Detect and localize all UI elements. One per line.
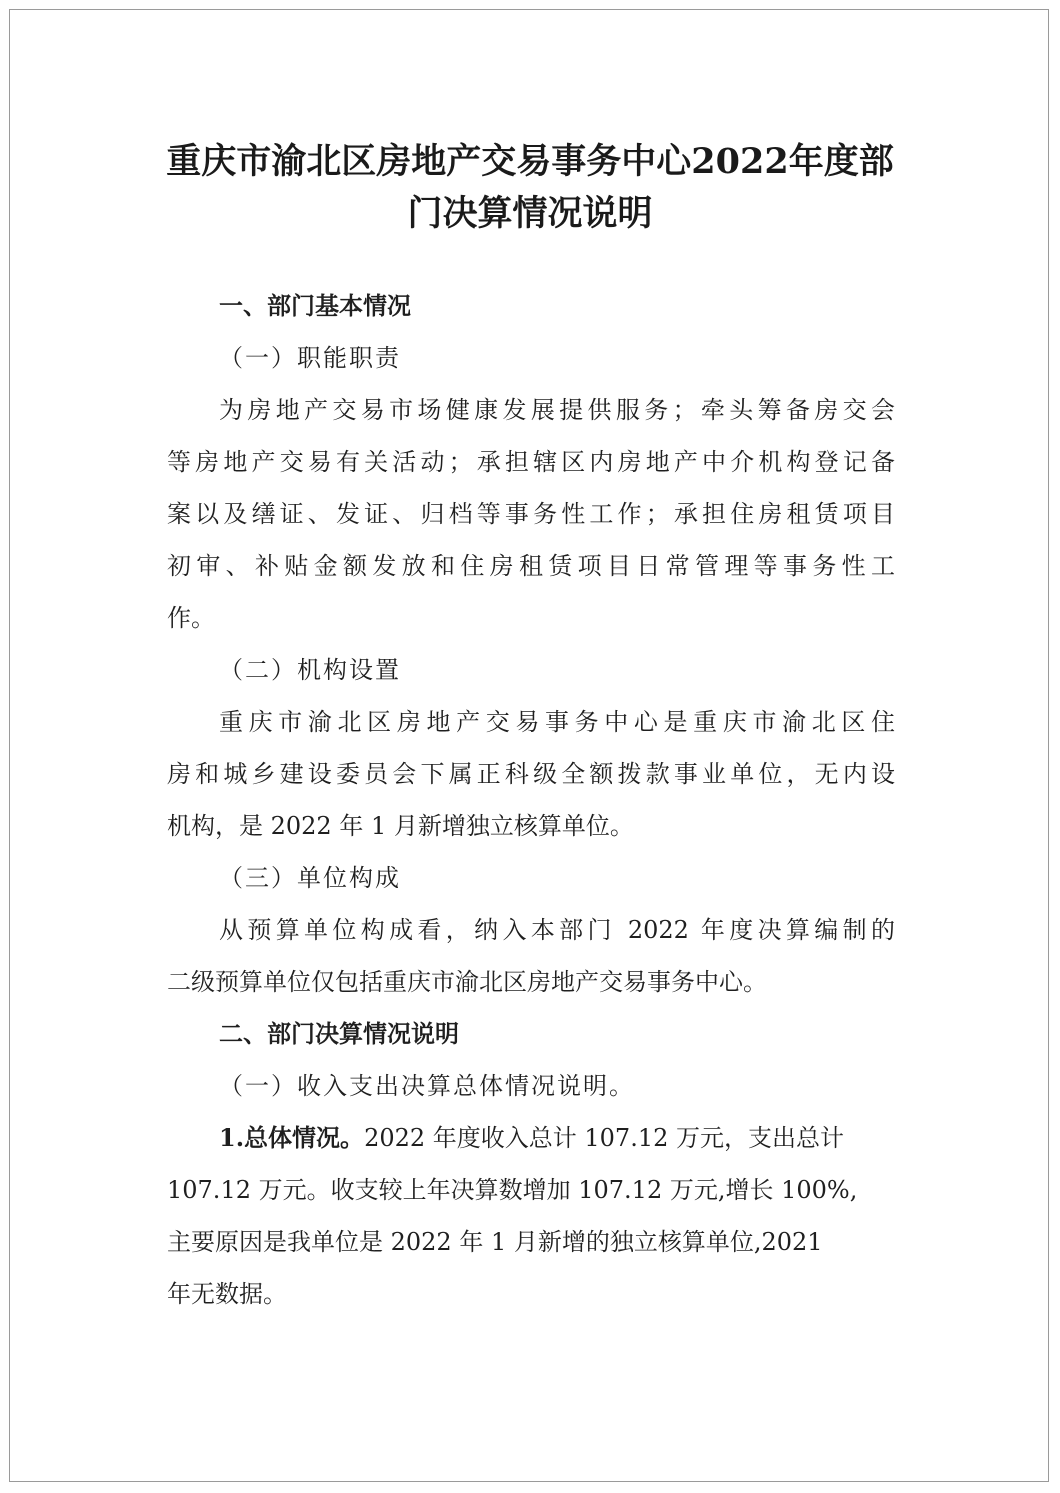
overall-situation-label: 1.总体情况。 [219, 1123, 365, 1152]
paragraph-line: 年无数据。 [167, 1280, 287, 1308]
section-heading-basic-info: 一、部门基本情况 [219, 292, 411, 320]
paragraph-line: 机构，是 2022 年 1 月新增独立核算单位。 [167, 812, 634, 840]
subheading-unit-composition: （三）单位构成 [219, 864, 401, 892]
subheading-organization: （二）机构设置 [219, 656, 401, 684]
paragraph-line: 房和城乡建设委员会下属正科级全额拨款事业单位，无内设 [167, 760, 895, 788]
overall-situation-text: 2022 年度收入总计 107.12 万元，支出总计 [364, 1124, 845, 1152]
paragraph-line: 107.12 万元。收支较上年决算数增加 107.12 万元,增长 100%, [167, 1176, 858, 1204]
paragraph-line [167, 1112, 895, 1164]
paragraph-line: 从预算单位构成看，纳入本部门 2022 年度决算编制的 [219, 916, 895, 944]
section-heading-final-accounts: 二、部门决算情况说明 [219, 1020, 459, 1048]
title-line-2: 门决算情况说明 [407, 193, 653, 234]
paragraph-line: 主要原因是我单位是 2022 年 1 月新增的独立核算单位,2021 [167, 1228, 823, 1256]
paragraph-line: 初审、补贴金额发放和住房租赁项目日常管理等事务性工 [167, 552, 895, 580]
paragraph-line: 作。 [167, 604, 215, 632]
subheading-functions: （一）职能职责 [219, 344, 401, 372]
document-body [167, 280, 895, 1320]
paragraph-line: 等房地产交易有关活动；承担辖区内房地产中介机构登记备 [167, 448, 895, 476]
paragraph-line: 重庆市渝北区房地产交易事务中心是重庆市渝北区住 [219, 708, 895, 736]
subheading-income-expenditure: （一）收入支出决算总体情况说明。 [219, 1072, 635, 1100]
title-line-1: 重庆市渝北区房地产交易事务中心2022年度部 [166, 141, 894, 182]
paragraph-line: 为房地产交易市场健康发展提供服务；牵头筹备房交会 [219, 396, 895, 424]
paragraph-line: 二级预算单位仅包括重庆市渝北区房地产交易事务中心。 [167, 968, 767, 996]
document-title [150, 136, 910, 240]
paragraph-line: 案以及缮证、发证、归档等事务性工作；承担住房租赁项目 [167, 500, 895, 528]
